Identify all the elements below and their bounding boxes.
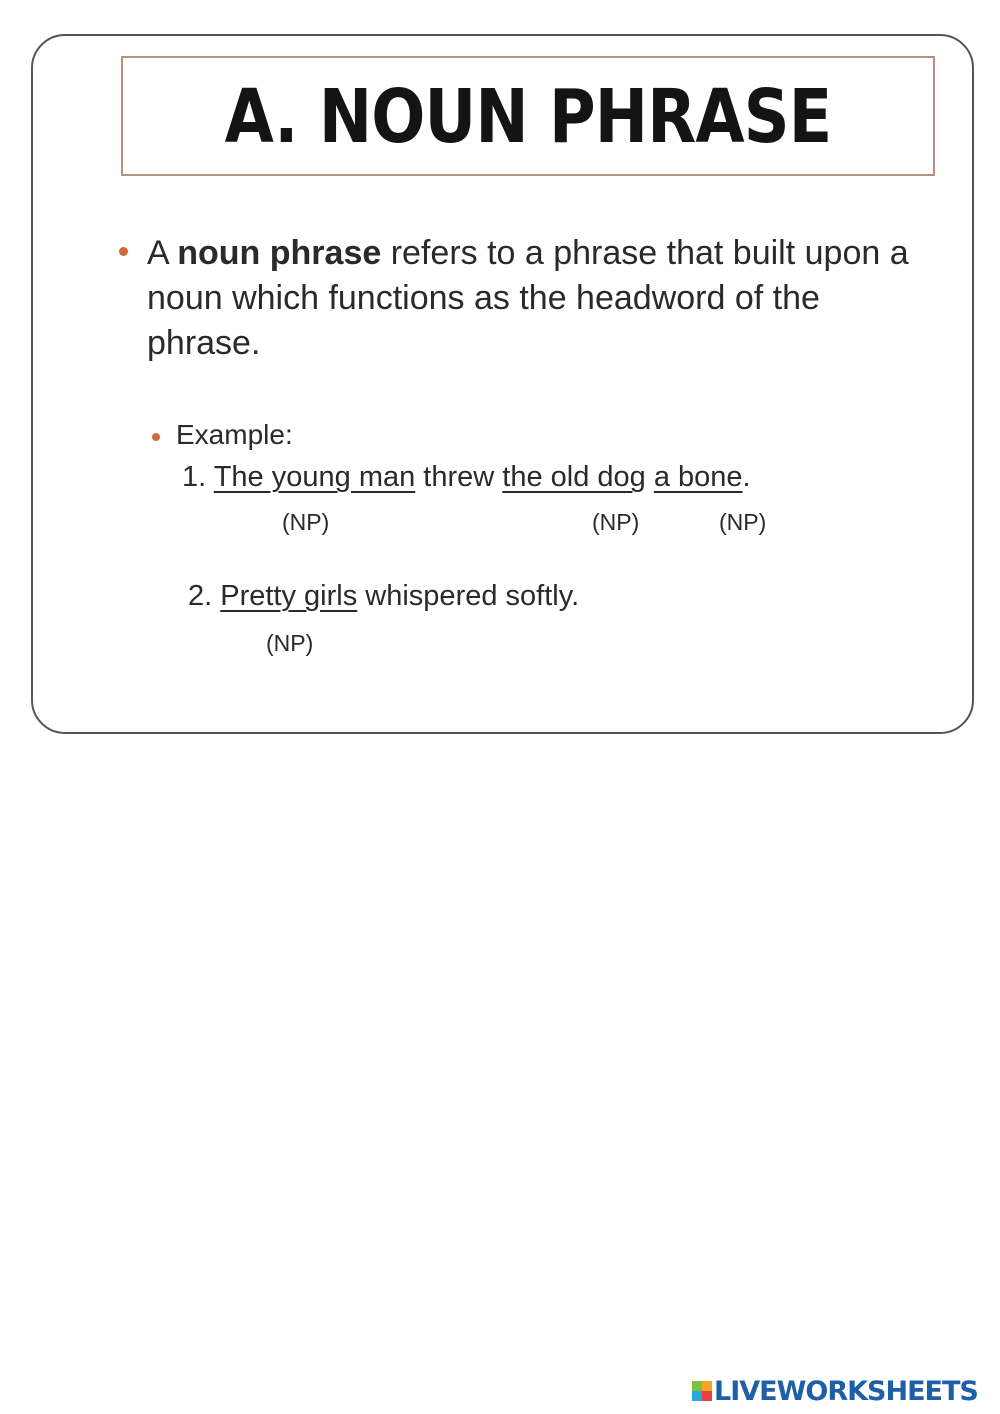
example-number: 2. [188, 580, 221, 612]
sentence-text [646, 461, 654, 493]
title-box [121, 56, 935, 176]
example-sentence-2 [188, 580, 579, 613]
definition-prefix: A [147, 234, 178, 272]
bullet-icon [152, 433, 160, 441]
liveworksheets-logo [692, 1376, 978, 1406]
sentence-text: whispered softly. [357, 580, 580, 612]
np-tag: (NP) [282, 509, 330, 535]
liveworksheets-icon [692, 1381, 712, 1401]
bullet-icon [119, 247, 128, 256]
noun-phrase: the old dog [502, 461, 646, 493]
definition-rest: refers to a phrase that built upon a noun which functions as the headword of the phrase. [147, 234, 909, 362]
definition-text [147, 231, 927, 366]
brand-name: LIVEWORKSHEETS [714, 1375, 978, 1407]
np-tag: (NP) [592, 509, 640, 535]
example-label: Example: [176, 419, 293, 450]
example-sentence-1 [182, 461, 751, 494]
noun-phrase: The young man [213, 461, 416, 493]
slide-frame [31, 34, 974, 734]
slide-title: A. NOUN PHRASE [224, 74, 832, 160]
example-number: 1. [182, 461, 214, 493]
definition-term: noun phrase [177, 234, 382, 272]
sentence-text: . [742, 461, 751, 493]
np-tag: (NP) [266, 630, 314, 656]
noun-phrase: a bone [653, 461, 743, 493]
np-tag: (NP) [719, 509, 767, 535]
noun-phrase: Pretty girls [220, 580, 358, 612]
sentence-text: threw [415, 461, 503, 493]
